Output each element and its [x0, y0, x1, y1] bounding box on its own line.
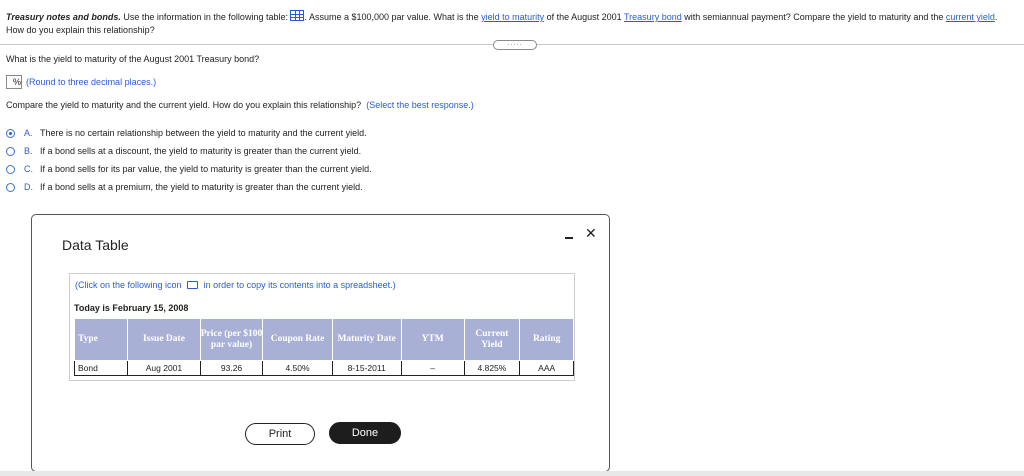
copy-text: (Click on the following icon	[75, 280, 185, 290]
option-c[interactable]	[6, 164, 372, 174]
question-part: of the August 2001	[544, 12, 625, 22]
compare-question	[6, 100, 474, 110]
question-lead: Treasury notes and bonds.	[6, 12, 121, 22]
cell-coupon-rate: 4.50%	[263, 361, 332, 376]
answer-unit: %	[13, 77, 22, 87]
compare-question-text: Compare the yield to maturity and the current yield. How do you explain this relationship?	[6, 100, 362, 110]
question-part: Use the information in the following table:	[120, 12, 291, 22]
option-letter: B.	[24, 146, 33, 156]
data-table-dialog	[31, 214, 610, 472]
dialog-title: Data Table	[62, 237, 129, 253]
option-text: There is no certain relationship between the yield to maturity and the current yield.	[40, 128, 367, 138]
option-letter: C.	[24, 164, 33, 174]
option-a[interactable]	[6, 128, 367, 138]
radio-option-d[interactable]	[6, 183, 15, 192]
cell-ytm: –	[401, 361, 464, 376]
done-button[interactable]: Done	[329, 422, 401, 444]
minimize-icon[interactable]	[565, 237, 573, 239]
link-treasury-bond[interactable]: Treasury bond	[624, 12, 682, 22]
close-icon[interactable]: ✕	[585, 225, 597, 241]
table-panel	[69, 273, 575, 381]
compare-hint: (Select the best response.)	[366, 100, 474, 110]
bond-table	[74, 318, 574, 376]
option-text: If a bond sells at a premium, the yield to maturity is greater than the current yield.	[40, 182, 363, 192]
header-coupon-rate: Coupon Rate	[263, 319, 332, 361]
cell-rating: AAA	[520, 361, 574, 376]
option-text: If a bond sells at a discount, the yield to maturity is greater than the current yield.	[40, 146, 362, 156]
cell-current-yield: 4.825%	[464, 361, 520, 376]
header-maturity-date: Maturity Date	[332, 319, 401, 361]
cell-maturity-date: 8-15-2011	[332, 361, 401, 376]
copy-text: in order to copy its contents into a spreadsheet.)	[201, 280, 396, 290]
option-b[interactable]	[6, 146, 361, 156]
table-header-row	[75, 319, 574, 361]
header-current-yield: Current Yield	[464, 319, 520, 361]
copy-spreadsheet-icon[interactable]	[187, 281, 198, 289]
table-row	[75, 361, 574, 376]
sub-question: What is the yield to maturity of the August 2001 Treasury bond?	[6, 54, 260, 64]
option-text: If a bond sells for its par value, the yield to maturity is greater than the current yield.	[40, 164, 372, 174]
cell-issue-date: Aug 2001	[128, 361, 200, 376]
option-d[interactable]	[6, 182, 363, 192]
option-letter: A.	[24, 128, 33, 138]
header-ytm: YTM	[401, 319, 464, 361]
header-issue-date: Issue Date	[128, 319, 200, 361]
answer-hint: (Round to three decimal places.)	[26, 77, 157, 87]
header-type: Type	[75, 319, 128, 361]
bottom-scrollbar[interactable]	[0, 471, 1024, 476]
answer-row	[6, 75, 156, 89]
table-icon[interactable]	[290, 10, 304, 21]
question-part: with semiannual payment? Compare the yield to maturity and the	[681, 12, 946, 22]
radio-option-c[interactable]	[6, 165, 15, 174]
expand-more-button[interactable]: .....	[493, 40, 537, 50]
header-rating: Rating	[520, 319, 574, 361]
radio-option-a[interactable]	[6, 129, 15, 138]
link-yield-to-maturity[interactable]: yield to maturity	[481, 12, 545, 22]
print-button[interactable]: Print	[245, 423, 315, 445]
question-text	[6, 10, 1011, 37]
question-part: . Assume a $100,000 par value. What is the	[304, 12, 482, 22]
cell-price: 93.26	[200, 361, 263, 376]
option-letter: D.	[24, 182, 33, 192]
header-price: Price (per $100 par value)	[200, 319, 263, 361]
cell-type: Bond	[75, 361, 128, 376]
link-current-yield[interactable]: current yield	[945, 12, 995, 22]
question-part: . How do you explain this relationship?	[6, 12, 998, 35]
radio-option-b[interactable]	[6, 147, 15, 156]
today-date: Today is February 15, 2008	[74, 303, 189, 313]
copy-instruction	[75, 280, 396, 290]
